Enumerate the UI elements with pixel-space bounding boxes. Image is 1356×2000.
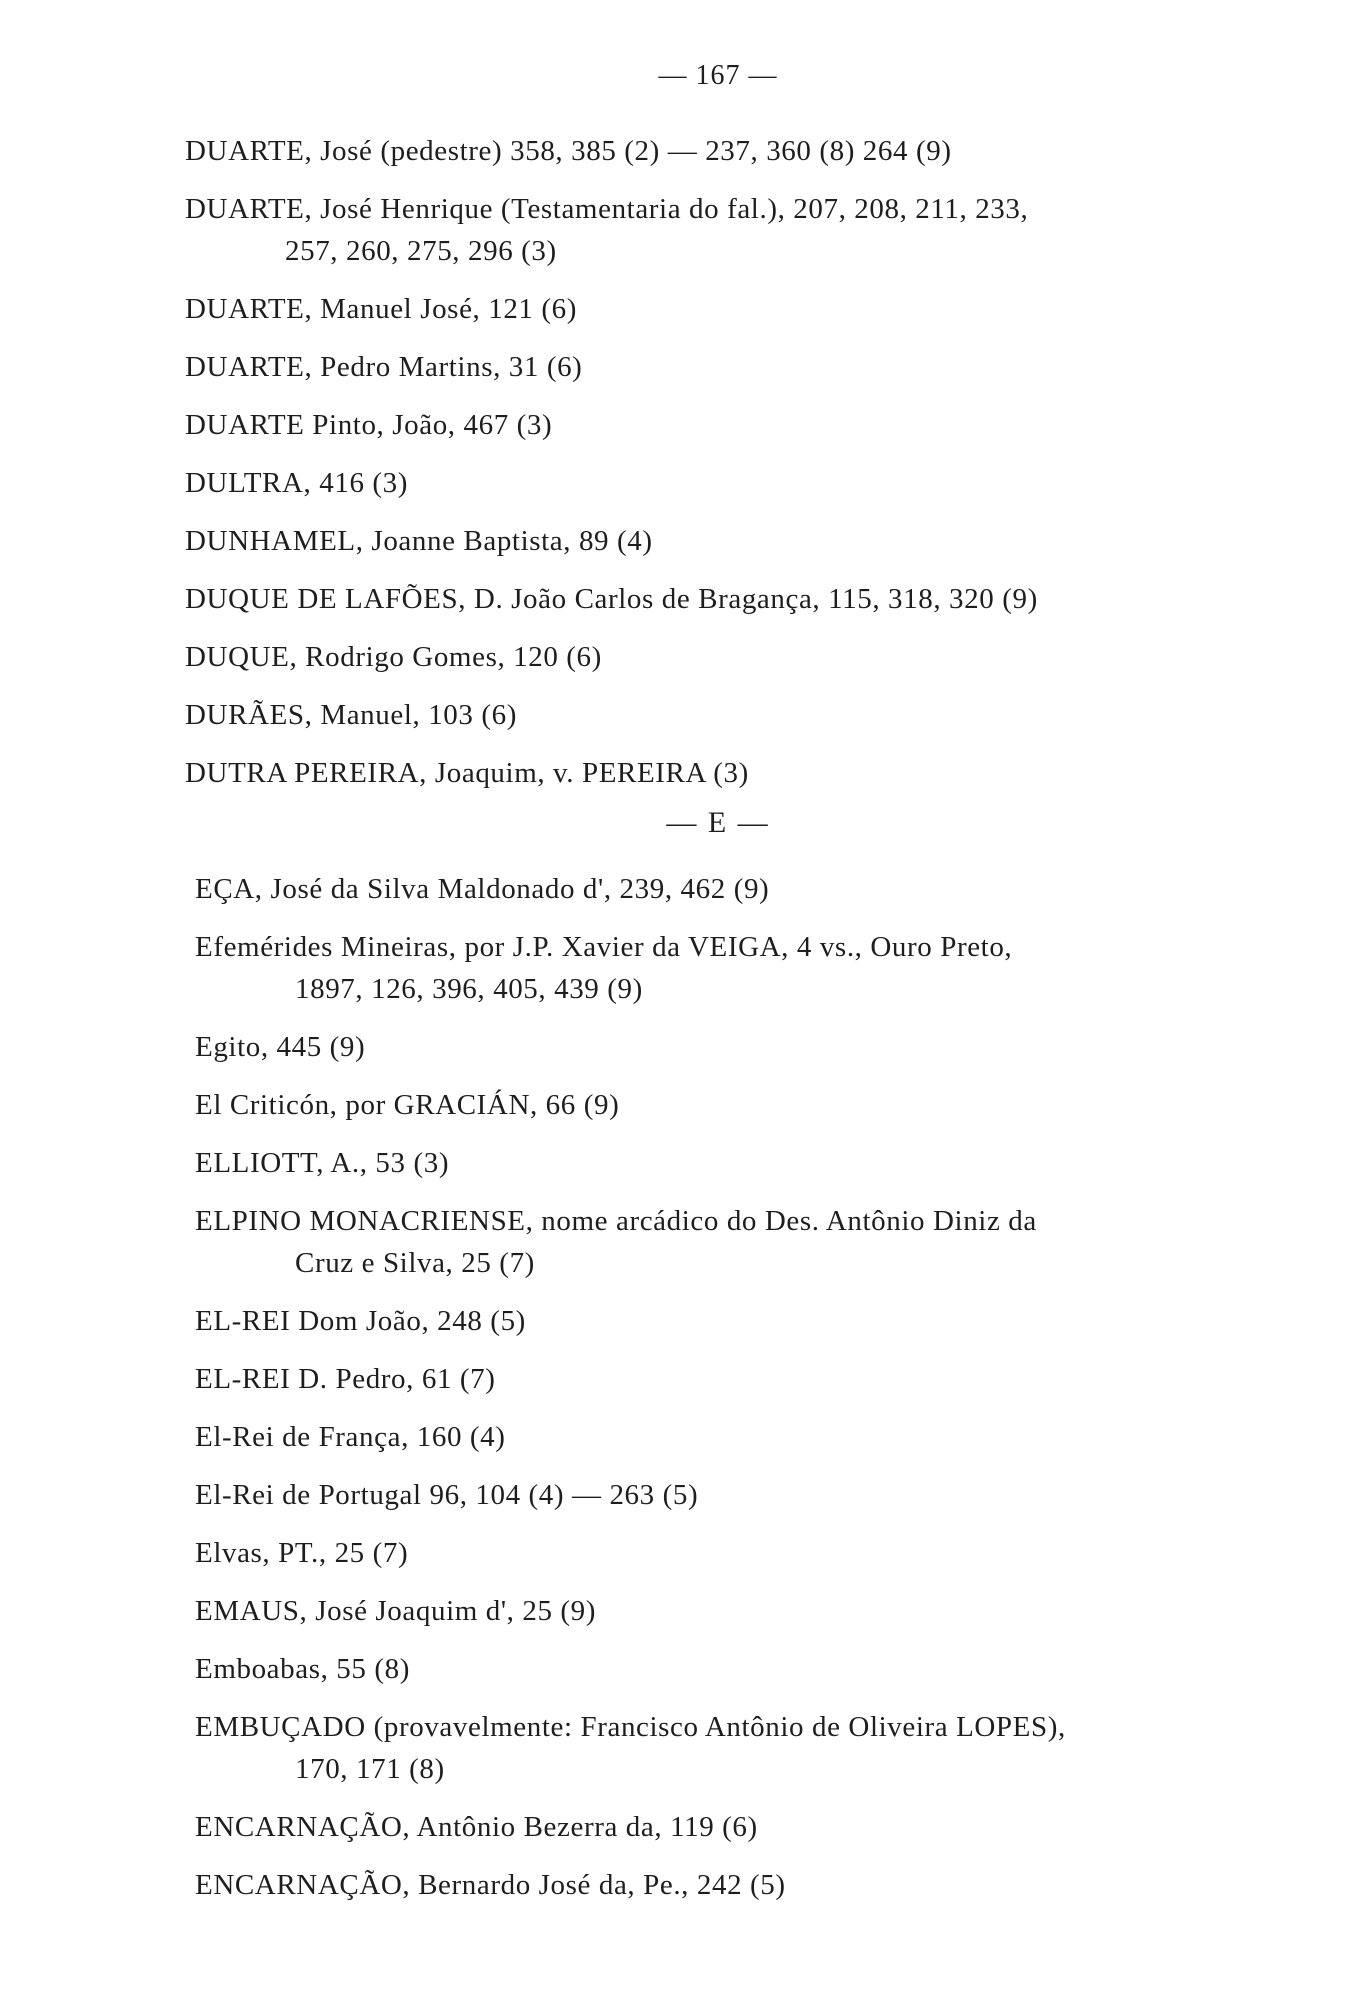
index-entry-text: El-Rei de França, 160 (4): [195, 1421, 506, 1453]
index-entry-continuation: 170, 171 (8): [295, 1753, 445, 1785]
index-entry-text: DUNHAMEL, Joanne Baptista, 89 (4): [185, 525, 653, 557]
index-entry-text: Elvas, PT., 25 (7): [195, 1537, 409, 1569]
index-entry: [185, 346, 1245, 388]
index-entry: [195, 1300, 1255, 1342]
index-entry-text: EÇA, José da Silva Maldonado d', 239, 462 (9): [195, 873, 770, 905]
index-entry-continuation: 257, 260, 275, 296 (3): [285, 235, 557, 267]
index-entry-text: ENCARNAÇÃO, Bernardo José da, Pe., 242 (5): [195, 1869, 786, 1901]
index-entry-text: DUARTE, Manuel José, 121 (6): [185, 293, 578, 325]
index-entry: [195, 1358, 1255, 1400]
index-entry: [195, 1864, 1255, 1906]
page-number: — 167 —: [658, 60, 778, 91]
index-entry: [185, 636, 1245, 678]
index-entry-text: DUTRA PEREIRA, Joaquim, v. PEREIRA (3): [185, 757, 749, 789]
index-entry: [185, 188, 1245, 272]
index-entry-text: Emboabas, 55 (8): [195, 1653, 410, 1685]
index-entry: [185, 288, 1245, 330]
index-entry-text: DUARTE, Pedro Martins, 31 (6): [185, 351, 583, 383]
index-entry: [195, 1084, 1255, 1126]
index-entry-text: EL-REI D. Pedro, 61 (7): [195, 1363, 496, 1395]
index-entry-text: El-Rei de Portugal 96, 104 (4) — 263 (5): [195, 1479, 699, 1511]
index-entry-text: Efemérides Mineiras, por J.P. Xavier da VEIGA, 4 vs., Ouro Preto,: [195, 931, 1013, 963]
index-entry-text: DUQUE DE LAFÕES, D. João Carlos de Bragança, 115, 318, 320 (9): [185, 583, 1038, 615]
index-entry: [195, 1416, 1255, 1458]
index-entry-text: El Criticón, por GRACIÁN, 66 (9): [195, 1089, 620, 1121]
index-entry: [195, 1532, 1255, 1574]
index-entry-text: EMAUS, José Joaquim d', 25 (9): [195, 1595, 597, 1627]
index-entry: [195, 1590, 1255, 1632]
index-entry-text: Egito, 445 (9): [195, 1031, 366, 1063]
index-entry-continuation: 1897, 126, 396, 405, 439 (9): [295, 973, 643, 1005]
index-section-e: [195, 868, 1255, 1922]
index-entry-text: ELPINO MONACRIENSE, nome arcádico do Des. Antônio Diniz da: [195, 1205, 1037, 1237]
index-entry-text: DUQUE, Rodrigo Gomes, 120 (6): [185, 641, 602, 673]
index-entry-text: DURÃES, Manuel, 103 (6): [185, 699, 517, 731]
index-entry-continuation: Cruz e Silva, 25 (7): [295, 1247, 535, 1279]
index-entry-text: EMBUÇADO (provavelmente: Francisco Antônio de Oliveira LOPES),: [195, 1711, 1066, 1743]
index-entry: [185, 578, 1245, 620]
index-entry: [195, 1474, 1255, 1516]
section-heading-e: — E —: [666, 806, 770, 839]
index-entry: [195, 1142, 1255, 1184]
index-entry: [185, 520, 1245, 562]
index-entry: [185, 462, 1245, 504]
index-entry: [185, 694, 1245, 736]
index-entry: [195, 1706, 1255, 1790]
index-entry-text: DUARTE Pinto, João, 467 (3): [185, 409, 553, 441]
index-entry: [195, 1026, 1255, 1068]
index-entry: [195, 1200, 1255, 1284]
index-entry: [195, 1806, 1255, 1848]
index-entry: [195, 868, 1255, 910]
index-entry-text: DULTRA, 416 (3): [185, 467, 409, 499]
index-entry: [195, 926, 1255, 1010]
index-entry: [185, 404, 1245, 446]
index-entry-text: DUARTE, José (pedestre) 358, 385 (2) — 237, 360 (8) 264 (9): [185, 135, 952, 167]
index-section-d: [185, 130, 1245, 810]
index-entry: [185, 130, 1245, 172]
index-entry-text: ENCARNAÇÃO, Antônio Bezerra da, 119 (6): [195, 1811, 758, 1843]
index-entry-text: ELLIOTT, A., 53 (3): [195, 1147, 450, 1179]
index-entry: [185, 752, 1245, 794]
index-entry: [195, 1648, 1255, 1690]
index-entry-text: DUARTE, José Henrique (Testamentaria do fal.), 207, 208, 211, 233,: [185, 193, 1029, 225]
index-entry-text: EL-REI Dom João, 248 (5): [195, 1305, 526, 1337]
